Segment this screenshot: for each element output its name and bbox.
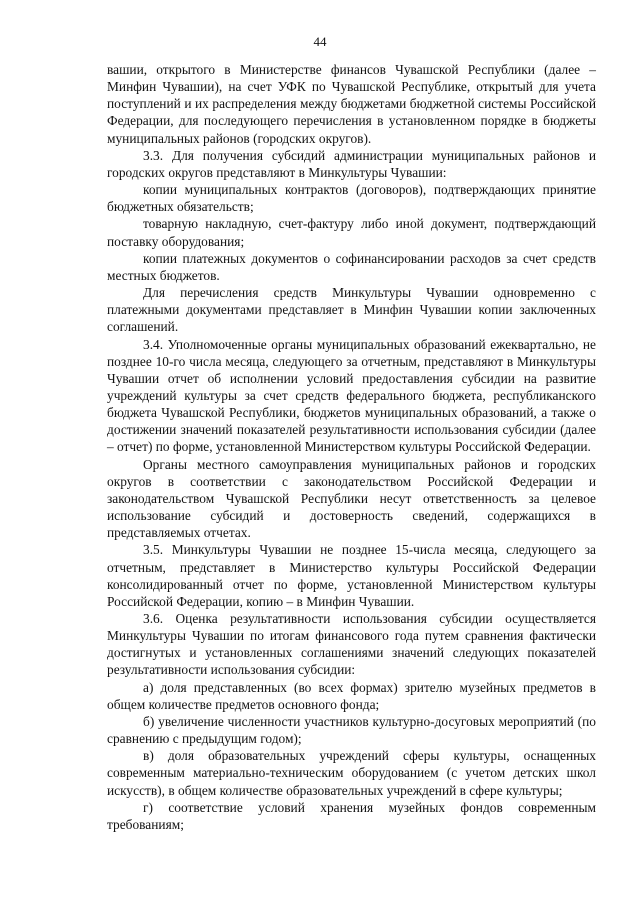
paragraph-3-6: 3.6. Оценка результативности использования субсидии осуществляется Минкультуры Чувашии по итогам финансового года путем сравнения фактически достигнутых и установленных соглашениями значений следующих показателей результативности использования субсидии:: [107, 611, 596, 678]
paragraph-transfer: Для перечисления средств Минкультуры Чувашии одновременно с платежными документами представляет в Минфин Чувашии копии заключенных соглашений.: [107, 285, 596, 335]
paragraph-payment-docs: копии платежных документов о софинансировании расходов за счет средств местных бюджетов.: [107, 250, 596, 283]
list-item-g: г) соответствие условий хранения музейных фондов современным требованиям;: [107, 799, 596, 832]
document-body: [107, 61, 596, 833]
list-item-b: б) увеличение численности участников культурно-досуговых мероприятий (по сравнению с предыдущим годом);: [107, 713, 596, 747]
paragraph-3-4: 3.4. Уполномоченные органы муниципальных образований ежеквартально, не позднее 10-го числа месяца, следующего за отчетным, представляют в Минкультуры Чувашии отчет об исполнении условий предоставления субсидии на развитие учреждений культуры за счет средств федерального бюджета, республиканского бюджета Чувашской Республики, бюджетов муниципальных образований, а также о достижении значений показателей результативности использования субсидии (далее – отчет) по форме, установленной Министерством культуры Российской Федерации.: [107, 336, 596, 455]
paragraph-local-authorities: Органы местного самоуправления муниципальных районов и городских округов в соответствии с законодательством Российской Федерации и законодательством Чувашской Республики несут ответственность за целевое использование субсидий и достоверность сведений, содержащихся в представляемых отчетах.: [107, 456, 596, 541]
list-item-v: в) доля образовательных учреждений сферы культуры, оснащенных современным материально-техническим оборудованием (с учетом детских школ искусств), в общем количестве образовательных учреждений в сфере культуры;: [107, 748, 596, 798]
paragraph-invoice: товарную накладную, счет-фактуру либо иной документ, подтверждающий поставку оборудования;: [107, 216, 596, 249]
list-item-a: а) доля представленных (во всех формах) зрителю музейных предметов в общем количестве предметов основного фонда;: [107, 679, 596, 712]
page-number: 44: [313, 34, 327, 49]
paragraph-3-3: 3.3. Для получения субсидий администрации муниципальных районов и городских округов представляют в Минкультуры Чувашии:: [107, 147, 596, 180]
paragraph-contracts: копии муниципальных контрактов (договоров), подтверждающих принятие бюджетных обязательств;: [107, 182, 596, 215]
paragraph-continuation: вашии, открытого в Министерстве финансов Чувашской Республики (далее – Минфин Чувашии), на счет УФК по Чувашской Республике, открытый для учета поступлений и их распределения между бюджетами бюджетной системы Российской Федерации, для последующего перечисления в установленном порядке в бюджеты муниципальных районов (городских округов).: [107, 62, 596, 146]
paragraph-3-5: 3.5. Минкультуры Чувашии не позднее 15-числа месяца, следующего за отчетным, представляет в Министерство культуры Российской Федерации консолидированный отчет по форме, установленной Министерством культуры Российской Федерации, копию – в Минфин Чувашии.: [107, 542, 596, 609]
